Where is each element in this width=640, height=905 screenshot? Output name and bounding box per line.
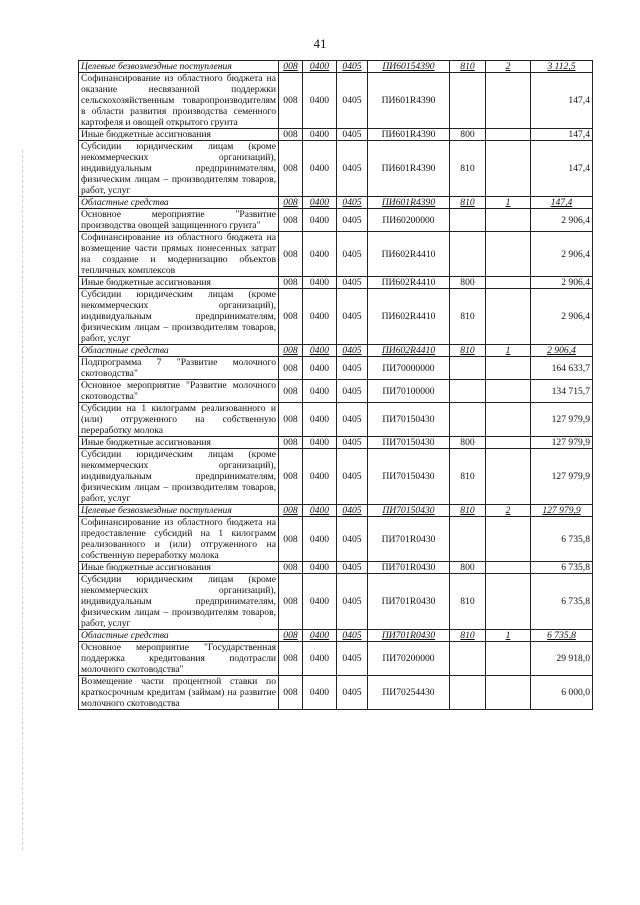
row-subsection: 0405 — [337, 209, 368, 232]
row-ministry-code: 008 — [279, 437, 303, 449]
row-subsection: 0405 — [337, 630, 368, 642]
row-subsection: 0405 — [337, 437, 368, 449]
row-funding-source — [486, 380, 531, 403]
row-target-article: ПИ701R0430 — [368, 574, 450, 630]
row-amount: 147,4 — [531, 197, 593, 209]
row-expense-type — [450, 73, 486, 129]
table-row — [79, 517, 593, 562]
row-amount: 6 735,8 — [531, 574, 593, 630]
row-target-article: ПИ701R0430 — [368, 517, 450, 562]
row-subsection: 0405 — [337, 517, 368, 562]
row-target-article: ПИ601R4390 — [368, 73, 450, 129]
row-subsection: 0405 — [337, 61, 368, 73]
row-amount: 147,4 — [531, 73, 593, 129]
row-subsection: 0405 — [337, 380, 368, 403]
row-amount: 6 000,0 — [531, 676, 593, 710]
table-row — [79, 277, 593, 289]
row-target-article: ПИ70150430 — [368, 437, 450, 449]
table-row — [79, 505, 593, 517]
row-ministry-code: 008 — [279, 505, 303, 517]
table-row — [79, 357, 593, 380]
row-ministry-code: 008 — [279, 449, 303, 505]
row-ministry-code: 008 — [279, 357, 303, 380]
table-row — [79, 209, 593, 232]
row-ministry-code: 008 — [279, 380, 303, 403]
row-funding-source — [486, 562, 531, 574]
row-subsection: 0405 — [337, 232, 368, 277]
row-amount: 2 906,4 — [531, 277, 593, 289]
row-name: Софинансирование из областного бюджета на оказание несвязанной поддержки сельскохозяйственным товаропроизводителям в области развития производства семенного картофеля и овощей открытого грунта — [79, 73, 279, 129]
row-target-article: ПИ701R0430 — [368, 630, 450, 642]
table-row — [79, 232, 593, 277]
table-row — [79, 197, 593, 209]
row-subsection: 0405 — [337, 289, 368, 345]
row-section: 0400 — [303, 449, 337, 505]
row-funding-source — [486, 437, 531, 449]
row-section: 0400 — [303, 232, 337, 277]
row-amount: 134 715,7 — [531, 380, 593, 403]
row-name: Субсидии юридическим лицам (кроме некоммерческих организаций), индивидуальным предпринимателям, физическим лицам – производителям товаров, работ, услуг — [79, 141, 279, 197]
row-section: 0400 — [303, 289, 337, 345]
row-expense-type — [450, 232, 486, 277]
row-section: 0400 — [303, 505, 337, 517]
row-subsection: 0405 — [337, 562, 368, 574]
row-name: Софинансирование из областного бюджета на предоставление субсидий на 1 килограмм реализованного и (или) отгруженного на собственную переработку молока — [79, 517, 279, 562]
row-section: 0400 — [303, 437, 337, 449]
row-amount: 6 735,8 — [531, 517, 593, 562]
row-expense-type: 800 — [450, 437, 486, 449]
row-amount: 127 979,9 — [531, 437, 593, 449]
row-target-article: ПИ701R0430 — [368, 562, 450, 574]
row-ministry-code: 008 — [279, 574, 303, 630]
row-expense-type — [450, 676, 486, 710]
row-funding-source — [486, 73, 531, 129]
row-section: 0400 — [303, 73, 337, 129]
row-section: 0400 — [303, 676, 337, 710]
row-name: Субсидии юридическим лицам (кроме некоммерческих организаций), индивидуальным предпринимателям, физическим лицам – производителям товаров, работ, услуг — [79, 574, 279, 630]
table-row — [79, 129, 593, 141]
row-amount: 6 735,8 — [531, 562, 593, 574]
row-subsection: 0405 — [337, 73, 368, 129]
row-section: 0400 — [303, 642, 337, 676]
row-expense-type: 810 — [450, 141, 486, 197]
row-name: Основное мероприятие "Развитие производства овощей защищенного грунта" — [79, 209, 279, 232]
row-funding-source — [486, 403, 531, 437]
row-amount: 127 979,9 — [531, 505, 593, 517]
row-expense-type — [450, 403, 486, 437]
row-name: Основное мероприятие "Государственная поддержка кредитования подотрасли молочного скотоводства" — [79, 642, 279, 676]
row-ministry-code: 008 — [279, 562, 303, 574]
row-name: Основное мероприятие "Развитие молочного скотоводства" — [79, 380, 279, 403]
row-ministry-code: 008 — [279, 403, 303, 437]
row-name: Иные бюджетные ассигнования — [79, 129, 279, 141]
row-amount: 127 979,9 — [531, 449, 593, 505]
row-funding-source — [486, 232, 531, 277]
row-funding-source — [486, 574, 531, 630]
row-section: 0400 — [303, 197, 337, 209]
row-name: Софинансирование из областного бюджета на возмещение части прямых понесенных затрат на создание и модернизацию объектов тепличных комплексов — [79, 232, 279, 277]
row-section: 0400 — [303, 129, 337, 141]
table-row — [79, 574, 593, 630]
row-subsection: 0405 — [337, 345, 368, 357]
table-row — [79, 73, 593, 129]
row-funding-source — [486, 676, 531, 710]
row-amount: 2 906,4 — [531, 209, 593, 232]
row-section: 0400 — [303, 562, 337, 574]
row-ministry-code: 008 — [279, 61, 303, 73]
row-expense-type: 810 — [450, 505, 486, 517]
row-funding-source: 2 — [486, 505, 531, 517]
row-ministry-code: 008 — [279, 345, 303, 357]
row-section: 0400 — [303, 403, 337, 437]
row-subsection: 0405 — [337, 141, 368, 197]
row-subsection: 0405 — [337, 574, 368, 630]
row-subsection: 0405 — [337, 357, 368, 380]
row-name: Возмещение части процентной ставки по краткосрочным кредитам (займам) на развитие молочного скотоводства — [79, 676, 279, 710]
row-name: Иные бюджетные ассигнования — [79, 437, 279, 449]
row-amount: 2 906,4 — [531, 289, 593, 345]
row-expense-type: 810 — [450, 61, 486, 73]
table-row — [79, 403, 593, 437]
row-ministry-code: 008 — [279, 289, 303, 345]
row-section: 0400 — [303, 630, 337, 642]
row-section: 0400 — [303, 380, 337, 403]
row-ministry-code: 008 — [279, 642, 303, 676]
row-ministry-code: 008 — [279, 630, 303, 642]
row-subsection: 0405 — [337, 505, 368, 517]
row-expense-type — [450, 209, 486, 232]
row-subsection: 0405 — [337, 642, 368, 676]
table-row — [79, 289, 593, 345]
row-section: 0400 — [303, 357, 337, 380]
row-target-article: ПИ601R4390 — [368, 129, 450, 141]
row-ministry-code: 008 — [279, 129, 303, 141]
row-subsection: 0405 — [337, 197, 368, 209]
row-expense-type: 810 — [450, 574, 486, 630]
table-row — [79, 345, 593, 357]
row-amount: 147,4 — [531, 129, 593, 141]
row-funding-source — [486, 209, 531, 232]
row-target-article: ПИ60200000 — [368, 209, 450, 232]
row-section: 0400 — [303, 345, 337, 357]
row-expense-type: 810 — [450, 289, 486, 345]
row-funding-source — [486, 449, 531, 505]
row-funding-source — [486, 289, 531, 345]
row-subsection: 0405 — [337, 449, 368, 505]
row-name: Субсидии юридическим лицам (кроме некоммерческих организаций), индивидуальным предпринимателям, физическим лицам – производителям товаров, работ, услуг — [79, 449, 279, 505]
page-number: 41 — [313, 36, 327, 51]
row-name: Иные бюджетные ассигнования — [79, 562, 279, 574]
row-target-article: ПИ70000000 — [368, 357, 450, 380]
row-expense-type: 810 — [450, 197, 486, 209]
table-row — [79, 61, 593, 73]
row-amount: 2 906,4 — [531, 345, 593, 357]
row-expense-type — [450, 357, 486, 380]
row-funding-source: 1 — [486, 197, 531, 209]
row-expense-type: 810 — [450, 345, 486, 357]
row-name: Субсидии на 1 килограмм реализованного и (или) отгруженного на собственную переработку молока — [79, 403, 279, 437]
row-name: Подпрограмма 7 "Развитие молочного скотоводства" — [79, 357, 279, 380]
row-amount: 3 112,5 — [531, 61, 593, 73]
row-funding-source — [486, 642, 531, 676]
budget-table — [78, 60, 593, 710]
row-expense-type: 800 — [450, 277, 486, 289]
row-name: Субсидии юридическим лицам (кроме некоммерческих организаций), индивидуальным предпринимателям, физическим лицам – производителям товаров, работ, услуг — [79, 289, 279, 345]
row-expense-type — [450, 517, 486, 562]
table-row — [79, 562, 593, 574]
row-name: Областные средства — [79, 197, 279, 209]
row-expense-type — [450, 642, 486, 676]
row-target-article: ПИ602R4410 — [368, 289, 450, 345]
row-section: 0400 — [303, 141, 337, 197]
row-subsection: 0405 — [337, 129, 368, 141]
row-amount: 127 979,9 — [531, 403, 593, 437]
row-subsection: 0405 — [337, 676, 368, 710]
row-target-article: ПИ70150430 — [368, 505, 450, 517]
row-ministry-code: 008 — [279, 277, 303, 289]
row-ministry-code: 008 — [279, 232, 303, 277]
row-target-article: ПИ70150430 — [368, 449, 450, 505]
row-name: Областные средства — [79, 345, 279, 357]
row-expense-type: 810 — [450, 449, 486, 505]
row-expense-type: 800 — [450, 562, 486, 574]
row-ministry-code: 008 — [279, 676, 303, 710]
row-amount: 2 906,4 — [531, 232, 593, 277]
table-row — [79, 380, 593, 403]
row-ministry-code: 008 — [279, 209, 303, 232]
row-section: 0400 — [303, 61, 337, 73]
table-row — [79, 437, 593, 449]
row-name: Целевые безвозмездные поступления — [79, 61, 279, 73]
row-ministry-code: 008 — [279, 141, 303, 197]
row-target-article: ПИ601R4390 — [368, 141, 450, 197]
row-funding-source — [486, 517, 531, 562]
table-row — [79, 642, 593, 676]
row-section: 0400 — [303, 209, 337, 232]
row-funding-source: 2 — [486, 61, 531, 73]
row-section: 0400 — [303, 574, 337, 630]
row-target-article: ПИ602R4410 — [368, 277, 450, 289]
row-name: Иные бюджетные ассигнования — [79, 277, 279, 289]
row-funding-source — [486, 141, 531, 197]
row-name: Областные средства — [79, 630, 279, 642]
row-target-article: ПИ601R4390 — [368, 197, 450, 209]
row-funding-source — [486, 357, 531, 380]
table-row — [79, 449, 593, 505]
row-funding-source — [486, 277, 531, 289]
row-target-article: ПИ602R4410 — [368, 232, 450, 277]
row-ministry-code: 008 — [279, 73, 303, 129]
row-subsection: 0405 — [337, 277, 368, 289]
table-row — [79, 630, 593, 642]
table-row — [79, 141, 593, 197]
row-target-article: ПИ70100000 — [368, 380, 450, 403]
row-funding-source — [486, 129, 531, 141]
row-name: Целевые безвозмездные поступления — [79, 505, 279, 517]
row-funding-source: 1 — [486, 630, 531, 642]
table-row — [79, 676, 593, 710]
row-section: 0400 — [303, 277, 337, 289]
row-target-article: ПИ602R4410 — [368, 345, 450, 357]
row-section: 0400 — [303, 517, 337, 562]
row-subsection: 0405 — [337, 403, 368, 437]
row-target-article: ПИ70254430 — [368, 676, 450, 710]
row-target-article: ПИ60154390 — [368, 61, 450, 73]
table-body — [79, 61, 593, 710]
row-target-article: ПИ70200000 — [368, 642, 450, 676]
row-expense-type — [450, 380, 486, 403]
row-amount: 6 735,8 — [531, 630, 593, 642]
row-ministry-code: 008 — [279, 197, 303, 209]
row-funding-source: 1 — [486, 345, 531, 357]
row-amount: 164 633,7 — [531, 357, 593, 380]
row-ministry-code: 008 — [279, 517, 303, 562]
row-expense-type: 800 — [450, 129, 486, 141]
row-target-article: ПИ70150430 — [368, 403, 450, 437]
row-expense-type: 810 — [450, 630, 486, 642]
row-amount: 29 918,0 — [531, 642, 593, 676]
scan-margin-line — [22, 150, 23, 850]
row-amount: 147,4 — [531, 141, 593, 197]
